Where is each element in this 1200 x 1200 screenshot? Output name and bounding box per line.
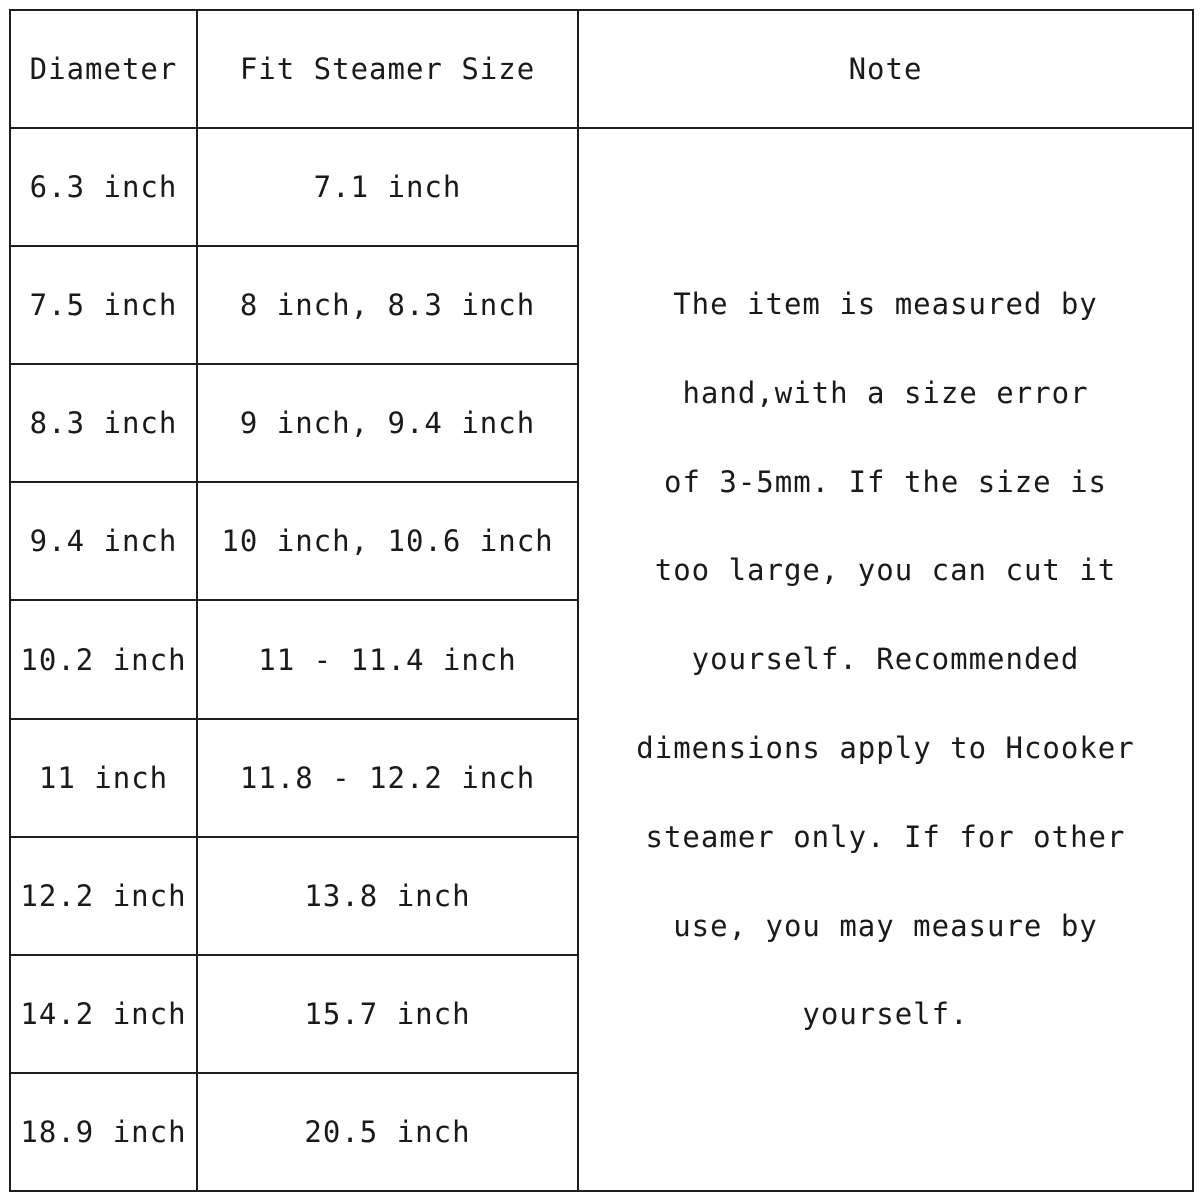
note-line: yourself. [802,997,969,1032]
diameter-cell: 14.2 inch [10,955,197,1073]
diameter-cell: 11 inch [10,719,197,837]
fit-size-cell: 10 inch, 10.6 inch [197,482,578,600]
diameter-cell: 10.2 inch [10,600,197,718]
fit-size-cell: 9 inch, 9.4 inch [197,364,578,482]
diameter-cell: 12.2 inch [10,837,197,955]
note-line: dimensions apply to Hcooker [636,730,1135,765]
note-line: steamer only. If for other [645,819,1126,854]
note-line: use, you may measure by [673,908,1098,943]
diameter-cell: 6.3 inch [10,128,197,246]
fit-size-cell: 11.8 - 12.2 inch [197,719,578,837]
note-line: hand,with a size error [682,375,1089,410]
fit-size-cell: 7.1 inch [197,128,578,246]
note-line: The item is measured by [673,286,1098,321]
header-note: Note [578,10,1193,128]
size-chart-table [9,9,1194,1192]
note-cell [578,128,1193,1191]
header-fit-steamer-size: Fit Steamer Size [197,10,578,128]
note-line: of 3-5mm. If the size is [663,464,1108,499]
diameter-cell: 18.9 inch [10,1073,197,1191]
header-diameter: Diameter [10,10,197,128]
table-row [10,128,1193,246]
fit-size-cell: 13.8 inch [197,837,578,955]
diameter-cell: 8.3 inch [10,364,197,482]
fit-size-cell: 11 - 11.4 inch [197,600,578,718]
fit-size-cell: 8 inch, 8.3 inch [197,246,578,364]
fit-size-cell: 20.5 inch [197,1073,578,1191]
note-line: too large, you can cut it [654,553,1117,588]
note-line: yourself. Recommended [691,642,1080,677]
header-row [10,10,1193,128]
diameter-cell: 7.5 inch [10,246,197,364]
diameter-cell: 9.4 inch [10,482,197,600]
fit-size-cell: 15.7 inch [197,955,578,1073]
